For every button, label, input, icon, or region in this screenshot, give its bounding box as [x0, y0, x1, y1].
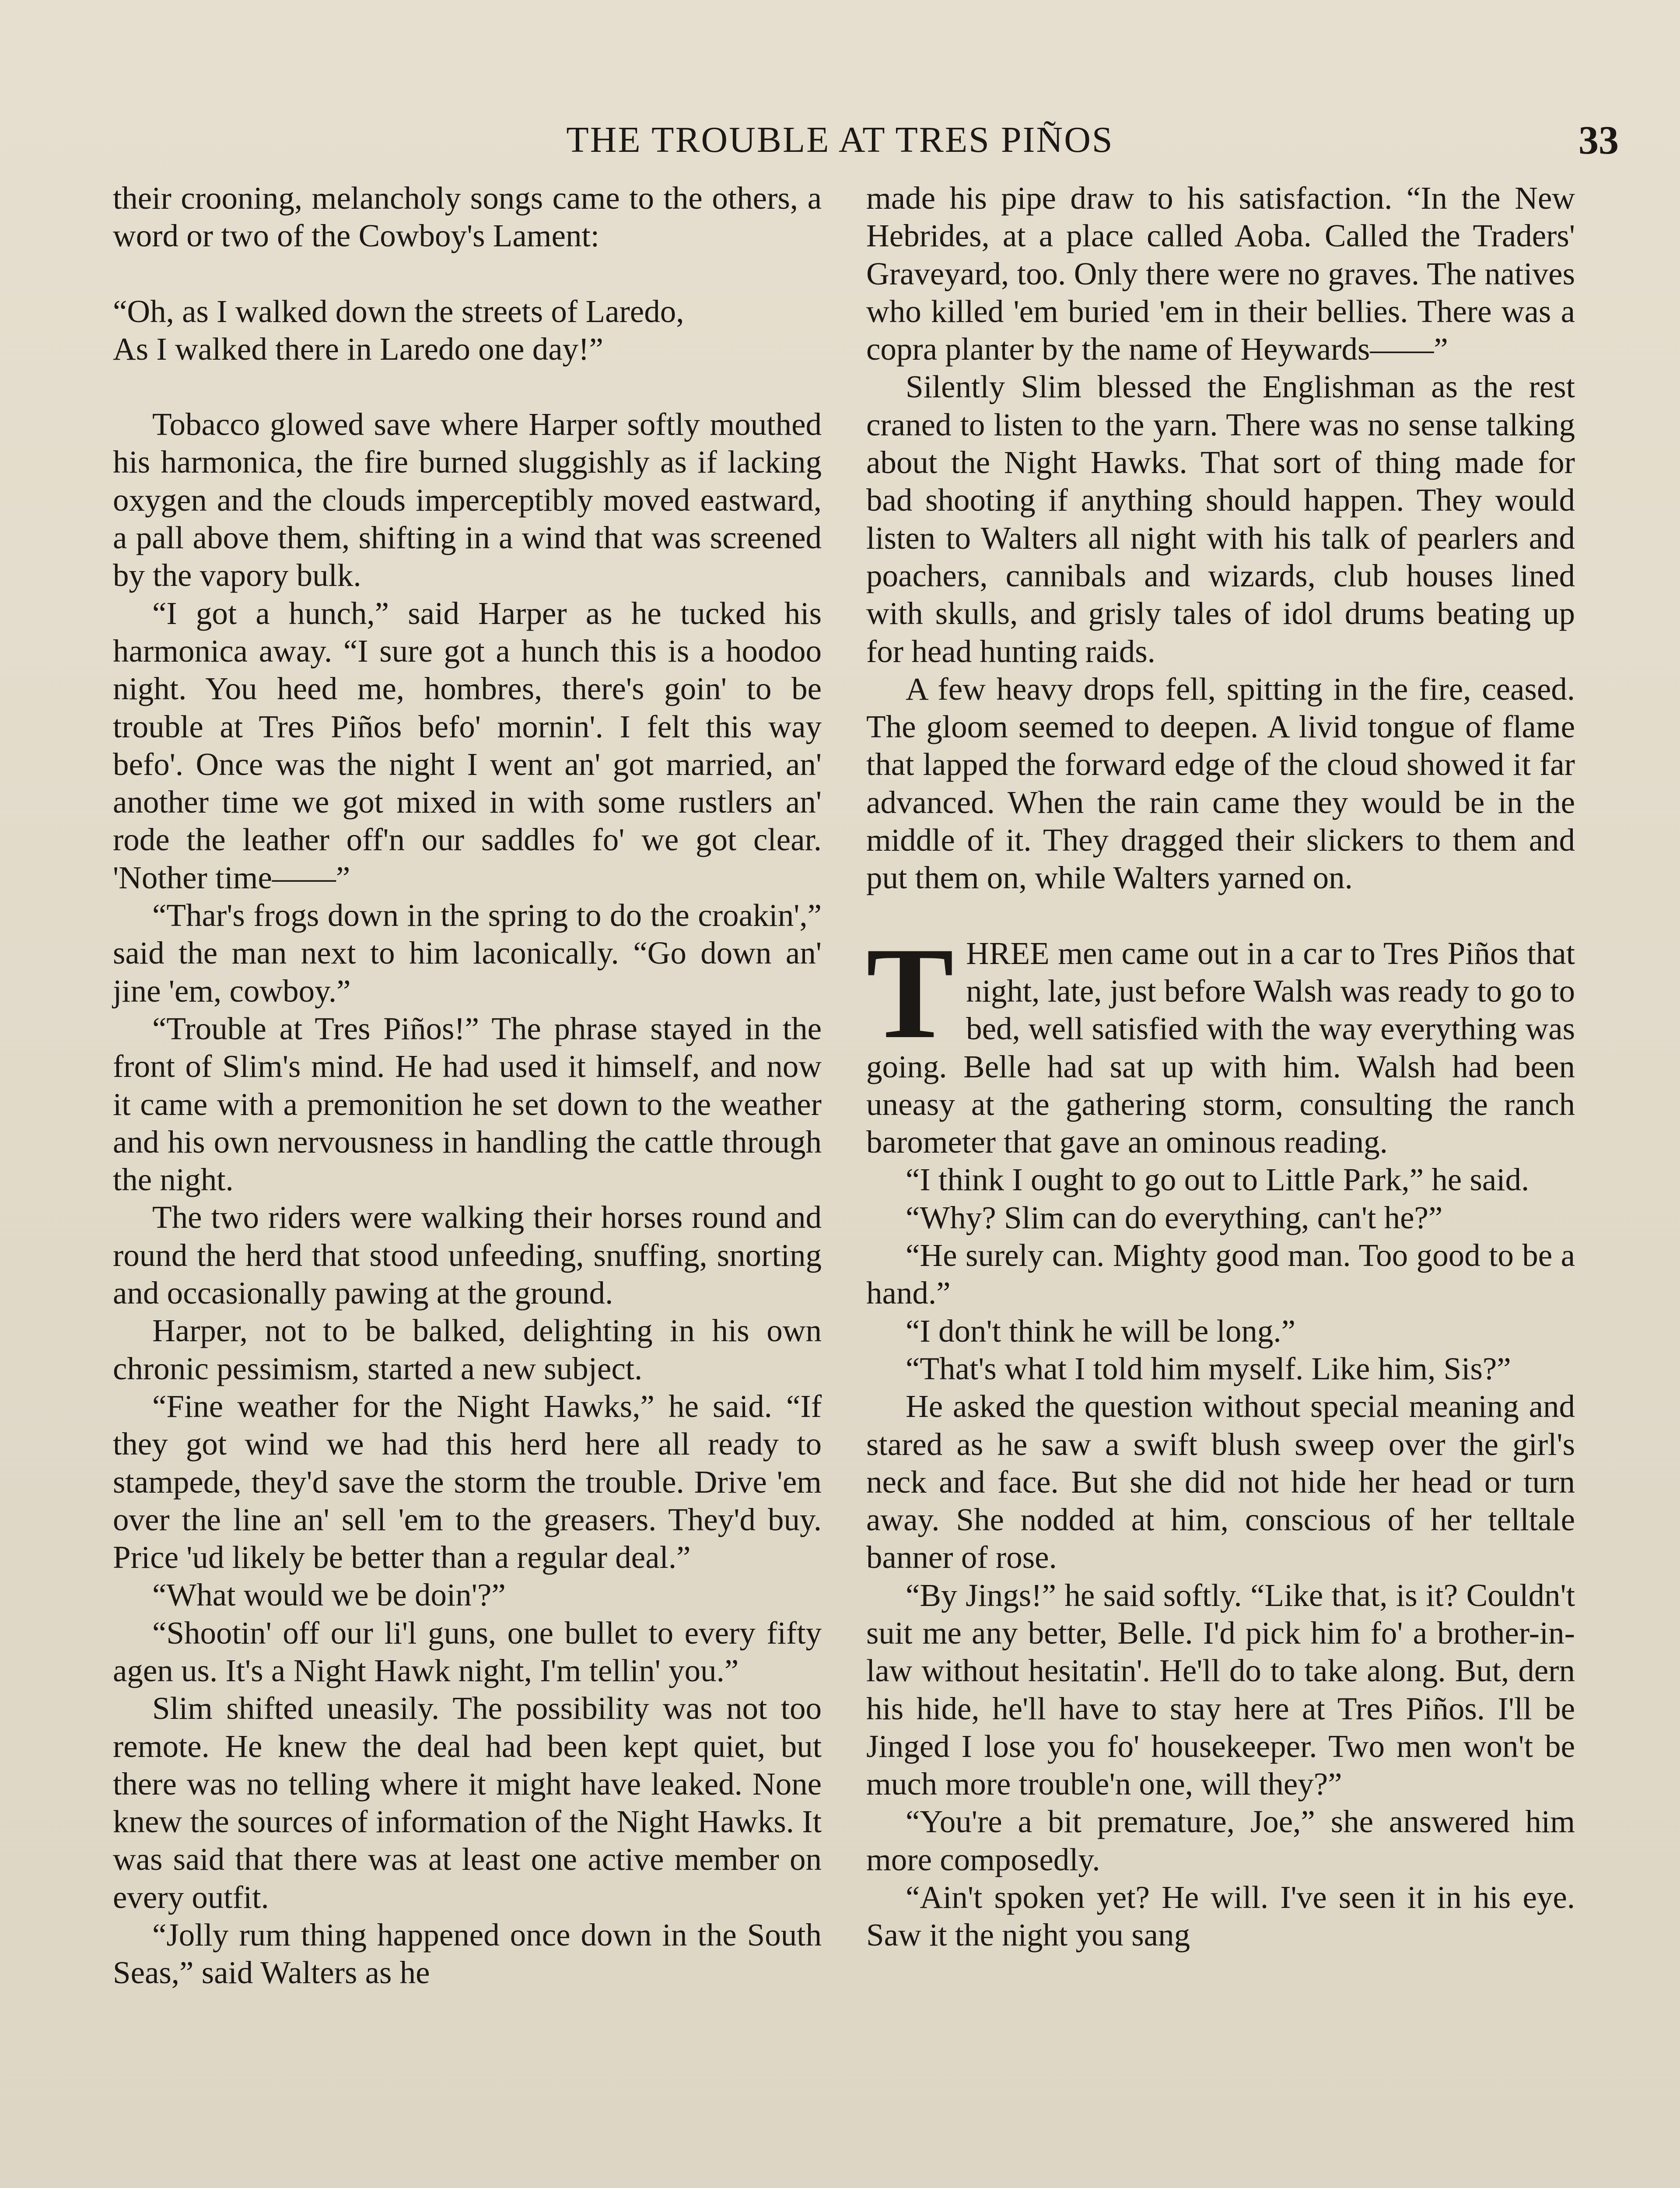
drop-cap: T	[866, 920, 954, 1066]
paragraph: “What would we be doin'?”	[152, 1577, 506, 1613]
paragraph: “Shootin' off our li'l guns, one bullet to every fifty agen us. It's a Night Hawk night, I'm tellin' you.”	[113, 1615, 822, 1688]
paragraph: “Fine weather for the Night Hawks,” he said. “If they got wind we had this herd here all ready to stampede, they'd save the storm the trouble. Drive 'em over the line an' sell 'em to the greasers. They'd buy. Price 'ud likely be better than a regular deal.”	[113, 1388, 822, 1575]
left-column	[113, 179, 822, 1992]
paragraph: A few heavy drops fell, spitting in the fire, ceased. The gloom seemed to deepen. A livid tongue of flame that lapped the forward edge of the cloud showed it far advanced. When the rain came they would be in the middle of it. They dragged their slickers to them and put them on, while Walters yarned on.	[866, 671, 1575, 896]
paragraph-text: HREE men came out in a car to Tres Piños that night, late, just before Walsh was ready to go to bed, well satisfied with the way everything was going. Belle had sat up with him. Walsh had been uneasy at the gathering storm, consulting the ranch barometer that gave an ominous reading.	[866, 935, 1575, 1160]
paragraph: Tobacco glowed save where Harper softly mouthed his harmonica, the fire burned sluggishly as if lacking oxygen and the clouds imperceptibly moved eastward, a pall above them, shifting in a wind that was screened by the vapory bulk.	[113, 407, 822, 593]
paragraph: “Thar's frogs down in the spring to do the croakin',” said the man next to him laconically. “Go down an' jine 'em, cowboy.”	[113, 898, 822, 1009]
paragraph-gap	[113, 368, 822, 406]
paragraph: “Jolly rum thing happened once down in the South Seas,” said Walters as he	[113, 1917, 822, 1991]
paragraph: “That's what I told him myself. Like him, Sis?”	[906, 1350, 1511, 1386]
paragraph: He asked the question without special meaning and stared as he saw a swift blush sweep over the girl's neck and face. But she did not hide her head or turn away. She nodded at him, conscious of her telltale banner of rose.	[866, 1389, 1575, 1575]
paragraph: “He surely can. Mighty good man. Too good to be a hand.”	[866, 1238, 1575, 1311]
paragraph: “Trouble at Tres Piños!” The phrase stayed in the front of Slim's mind. He had used it himself, and now it came with a premonition he set down to the weather and his own nervousness in handling the cattle through the night.	[113, 1010, 822, 1198]
paragraph: “Why? Slim can do everything, can't he?”	[906, 1199, 1443, 1235]
paragraph: Slim shifted uneasily. The possibility was not too remote. He knew the deal had been kept quiet, but there was no telling where it might have leaked. None knew the sources of information of the Night Hawks. It was said that there was at least one active member on every outfit.	[113, 1690, 822, 1915]
paragraph: “I got a hunch,” said Harper as he tucked his harmonica away. “I sure got a hunch this is a hoodoo night. You heed me, hombres, there's goin' to be trouble at Tres Piños befo' mornin'. I felt this way befo'. Once was the night I went an' got married, an' another time we got mixed in with some rustlers an' rode the leather off'n our saddles fo' we got clear. 'Nother time——”	[113, 595, 822, 895]
paragraph: “By Jings!” he said softly. “Like that, is it? Couldn't suit me any better, Belle. I'd pick him fo' a brother-in-law without hesitatin'. He'll do to take along. But, dern his hide, he'll have to stay here at Tres Piños. I'll be Jinged I lose you fo' housekeeper. Two men won't be much more trouble'n one, will they?”	[866, 1577, 1575, 1802]
paragraph: “You're a bit premature, Joe,” she answered him more composedly.	[866, 1804, 1575, 1877]
paragraph-gap	[113, 255, 822, 293]
paragraph-dropcap	[866, 920, 1575, 1161]
paragraph-gap	[866, 897, 1575, 935]
verse-line: “Oh, as I walked down the streets of Laredo,	[113, 293, 684, 329]
paragraph: Silently Slim blessed the Englishman as the rest craned to listen to the yarn. There was no sense talking about the Night Hawks. That sort of thing made for bad shooting if anything should happen. They would listen to Walters all night with his talk of pearlers and poachers, cannibals and wizards, club houses lined with skulls, and grisly tales of idol drums beating up for head hunting raids.	[866, 369, 1575, 669]
right-column	[866, 179, 1575, 1954]
paragraph: Harper, not to be balked, delighting in his own chronic pessimism, started a new subject.	[113, 1313, 822, 1386]
page-number: 33	[1578, 118, 1619, 162]
paragraph: made his pipe draw to his satisfaction. “In the New Hebrides, at a place called Aoba. Called the Traders' Graveyard, too. Only there were no graves. The natives who killed 'em buried 'em in their bellies. There was a copra planter by the name of Heywards——”	[866, 180, 1575, 367]
verse-line: As I walked there in Laredo one day!”	[113, 331, 603, 367]
paragraph: “I don't think he will be long.”	[906, 1313, 1296, 1349]
paragraph: their crooning, melancholy songs came to the others, a word or two of the Cowboy's Lament:	[113, 180, 822, 254]
paragraph: The two riders were walking their horses round and round the herd that stood unfeeding, snuffing, snorting and occasionally pawing at the ground.	[113, 1199, 822, 1311]
paragraph: “I think I ought to go out to Little Park,” he said.	[906, 1162, 1530, 1198]
running-header: THE TROUBLE AT TRES PIÑOS	[566, 119, 1114, 160]
paragraph: “Ain't spoken yet? He will. I've seen it in his eye. Saw it the night you sang	[866, 1879, 1575, 1953]
